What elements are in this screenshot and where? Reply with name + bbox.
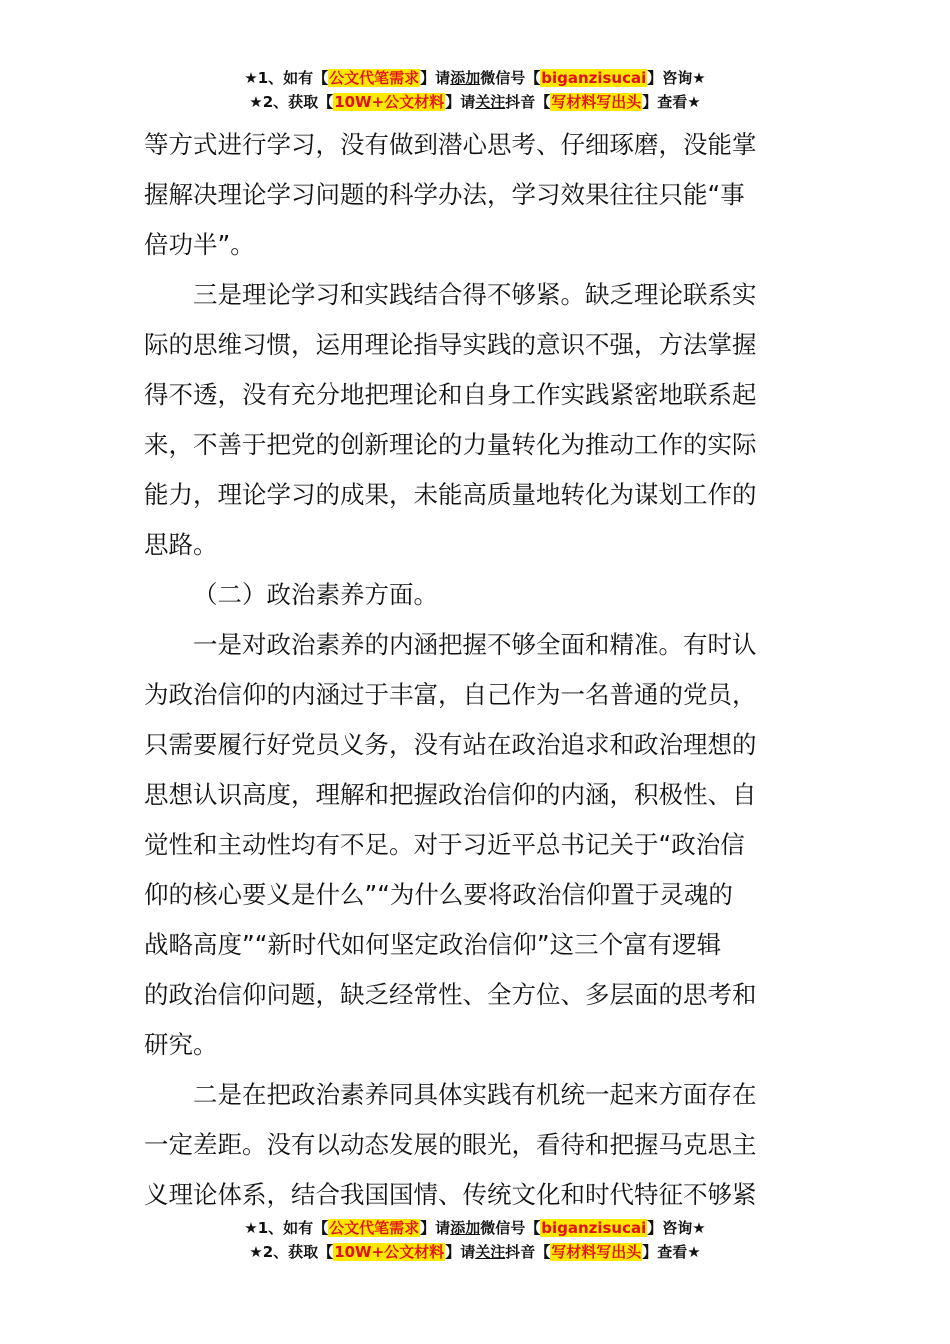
banner-wechat-id: biganzisucai bbox=[541, 69, 647, 87]
body-line: 一定差距。没有以动态发展的眼光，看待和把握马克思主 bbox=[144, 1130, 757, 1159]
banner-douyin-name: 写材料写出头 bbox=[551, 93, 642, 111]
banner-text: 】查看★ bbox=[642, 1243, 701, 1261]
body-line: 思想认识高度，理解和把握政治信仰的内涵，积极性、自 bbox=[144, 780, 757, 809]
body-line: 义理论体系，结合我国国情、传统文化和时代特征不够紧 bbox=[144, 1180, 757, 1209]
banner-text: 微信号【 bbox=[480, 69, 541, 87]
banner-text: 抖音【 bbox=[505, 1243, 551, 1261]
body-line: 来，不善于把党的创新理论的力量转化为推动工作的实际 bbox=[144, 430, 757, 459]
banner-underline: 关注 bbox=[475, 93, 506, 111]
banner-text: 】咨询★ bbox=[647, 1219, 706, 1237]
banner-underline: 关注 bbox=[475, 1243, 506, 1261]
body-line: 为政治信仰的内涵过于丰富，自己作为一名普通的党员， bbox=[144, 680, 757, 709]
paragraph-start-line: 二是在把政治素养同具体实践有机统一起来方面存在 bbox=[193, 1080, 757, 1109]
paragraph-start-line: 三是理论学习和实践结合得不够紧。缺乏理论联系实 bbox=[193, 280, 757, 309]
header-banner bbox=[0, 66, 950, 114]
body-line: 思路。 bbox=[144, 530, 218, 559]
body-line: 握解决理论学习问题的科学办法，学习效果往往只能“事 bbox=[144, 180, 745, 209]
banner-highlight: 公文代笔需求 bbox=[329, 69, 420, 87]
banner-text: 】请 bbox=[420, 1219, 451, 1237]
paragraph-start-line: 一是对政治素养的内涵把握不够全面和精准。有时认 bbox=[193, 630, 757, 659]
body-line: 际的思维习惯，运用理论指导实践的意识不强，方法掌握 bbox=[144, 330, 757, 359]
banner-text: 】查看★ bbox=[642, 93, 701, 111]
banner-text: 】咨询★ bbox=[647, 69, 706, 87]
banner-line-1 bbox=[0, 1216, 950, 1240]
body-line: 觉性和主动性均有不足。对于习近平总书记关于“政治信 bbox=[144, 830, 745, 859]
footer-banner bbox=[0, 1216, 950, 1264]
banner-highlight: 10W+公文材料 bbox=[334, 93, 445, 111]
body-line: 仰的核心要义是什么”“为什么要将政治信仰置于灵魂的 bbox=[144, 880, 733, 909]
banner-text: 】请 bbox=[445, 93, 476, 111]
banner-text: ★1、如有【 bbox=[244, 1219, 329, 1237]
banner-text: ★2、获取【 bbox=[249, 93, 334, 111]
document-body bbox=[144, 120, 808, 1220]
body-line: 能力，理论学习的成果，未能高质量地转化为谋划工作的 bbox=[144, 480, 757, 509]
banner-text: 】请 bbox=[420, 69, 451, 87]
body-line: 只需要履行好党员义务，没有站在政治追求和政治理想的 bbox=[144, 730, 757, 759]
banner-underline: 添加 bbox=[450, 69, 481, 87]
banner-highlight: 公文代笔需求 bbox=[329, 1219, 420, 1237]
banner-text: ★1、如有【 bbox=[244, 69, 329, 87]
banner-text: 】请 bbox=[445, 1243, 476, 1261]
body-line: 等方式进行学习，没有做到潜心思考、仔细琢磨，没能掌 bbox=[144, 130, 757, 159]
banner-line-2 bbox=[0, 1240, 950, 1264]
body-line: 倍功半”。 bbox=[144, 230, 255, 259]
body-line: 研究。 bbox=[144, 1030, 218, 1059]
banner-text: 微信号【 bbox=[480, 1219, 541, 1237]
banner-underline: 添加 bbox=[450, 1219, 481, 1237]
banner-text: ★2、获取【 bbox=[249, 1243, 334, 1261]
body-line: 得不透，没有充分地把理论和自身工作实践紧密地联系起 bbox=[144, 380, 757, 409]
banner-line-1 bbox=[0, 66, 950, 90]
banner-wechat-id: biganzisucai bbox=[541, 1219, 647, 1237]
body-line: 的政治信仰问题，缺乏经常性、全方位、多层面的思考和 bbox=[144, 980, 757, 1009]
banner-line-2 bbox=[0, 90, 950, 114]
body-line: 战略高度”“新时代如何坚定政治信仰”这三个富有逻辑 bbox=[144, 930, 722, 959]
banner-highlight: 10W+公文材料 bbox=[334, 1243, 445, 1261]
banner-text: 抖音【 bbox=[505, 93, 551, 111]
section-heading: （二）政治素养方面。 bbox=[193, 580, 438, 609]
banner-douyin-name: 写材料写出头 bbox=[551, 1243, 642, 1261]
